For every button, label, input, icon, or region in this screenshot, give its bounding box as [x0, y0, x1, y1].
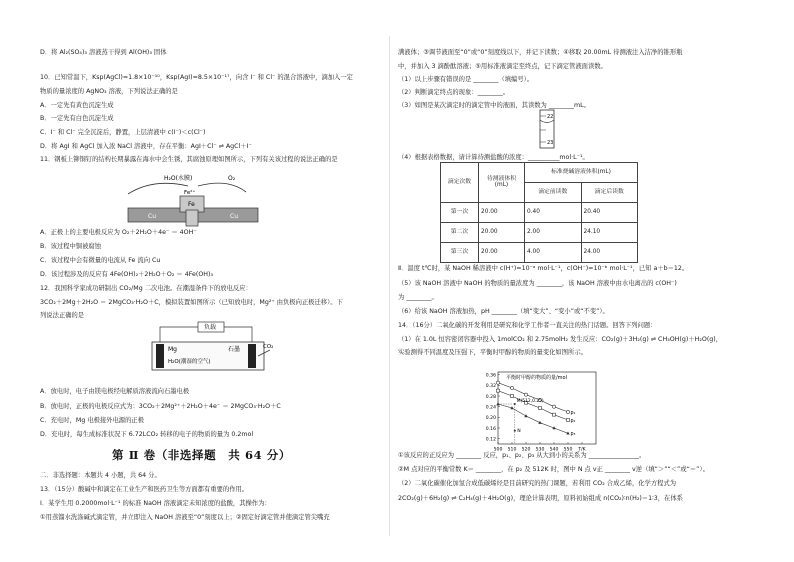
- cell-after: 24.00: [581, 243, 638, 263]
- left-text-line: A．正极上的主要电极反应为 O₂＋2H₂O＋4e⁻ ＝ 4OH⁻: [40, 229, 197, 236]
- left-text-line: C．该过程中会有微量的电流从 Fe 流向 Cu: [40, 257, 161, 264]
- n-label: N: [517, 429, 521, 435]
- left-text-line: 12．我国科学家成功研制出 CO₂/Mg 二次电池。在潮湿条件下的放电反应：: [40, 285, 252, 292]
- x-tick-label: 510: [507, 447, 517, 453]
- left-text-line: Ⅰ．某学生用 0.2000mol·L⁻¹ 的标准 NaOH 溶液滴定未知浓度的盐酸，其操作为：: [40, 500, 271, 507]
- right-text-line: ②M 点对应的平衡常数 K＝ ________，在 p₂ 及 512K 时，图中 N 点 v正 ________ v逆（填“＞”“＜”或“＝”）。: [398, 466, 709, 473]
- left-text-line: A．放电时，电子由镁电极经电解质溶液流向石墨电极: [40, 388, 190, 395]
- right-text-line: （4）根据表格数据，请计算待测盐酸的浓度：__________mol·L⁻¹。: [398, 154, 589, 161]
- data-point: [539, 407, 542, 410]
- section-title: 第 Ⅱ 卷（非选择题 共 64 分）: [112, 448, 292, 462]
- x-tick-label: 540: [549, 447, 559, 453]
- header-after: 滴定后读数: [581, 183, 638, 203]
- x-tick-label: 520: [521, 447, 531, 453]
- series-label: p₃: [570, 432, 576, 438]
- data-point: [552, 405, 555, 408]
- series-label: p₂: [570, 418, 576, 424]
- water-film-label: H₂O(水膜): [164, 175, 193, 182]
- copper-left-label: Cu: [148, 213, 156, 220]
- corrosion-diagram: [118, 166, 268, 232]
- water-film-arc-left: [128, 183, 188, 194]
- left-text-line: D．将 AgI 和 AgCl 加入浓 NaCl 溶液中，存在平衡：AgI＋Cl⁻ ⇌ AgCl＋I⁻: [40, 143, 252, 150]
- iron-ion-label: Fe²⁺: [184, 190, 196, 196]
- y-tick-label: 0.20: [485, 416, 496, 422]
- graphite-electrode: [248, 344, 256, 368]
- x-tick-label: 530: [535, 447, 545, 453]
- right-text-line: （3）如图是某次滴定时的滴定管中的液面，其读数为 ________mL。: [398, 102, 590, 109]
- iron-rivet-shaft: [186, 210, 198, 226]
- graphite-label: 石墨: [228, 346, 241, 353]
- right-text-line: ①该反应的正反应为 ________ 反应，p₁、p₂、p₃ 从大到小的关系为 ________________。: [398, 452, 646, 459]
- data-point: [566, 410, 569, 413]
- y-tick-label: 0.36: [485, 373, 496, 379]
- right-text-line: 满液体；③调节液面至“0”或“0”刻度线以下，并记下读数；④移取 20.00mL 待测液注入洁净的锥形瓶: [398, 49, 683, 56]
- right-text-line: 14．（16分）二氧化碳的开发利用是研究和化学工作者一直关注的热门话题。回答下列问题：: [398, 322, 657, 329]
- table-header-row: [441, 163, 638, 183]
- column-divider: [389, 36, 390, 536]
- cell-after: 20.40: [581, 203, 638, 223]
- left-text-line: 13．（15分）酸碱中和滴定在工业生产和医药卫生等方面都有重要的作用。: [40, 486, 249, 493]
- data-point: [511, 395, 514, 398]
- data-point: [496, 381, 499, 384]
- electrolyte-label: H₂O(潮湿的空气): [168, 359, 211, 365]
- cell-before: 2.00: [525, 223, 582, 243]
- cell-volume: 20.00: [479, 223, 525, 243]
- header-volume: 待测液体积(mL): [479, 163, 525, 203]
- right-text-line: （2）二氧化碳催化加氢合成低碳烯烃是目前研究的热门课题，若利用 CO₂ 合成乙烯，化学方程式为: [398, 480, 677, 487]
- x-tick-label: T/K: [578, 447, 586, 453]
- burette-figure: [536, 108, 558, 150]
- right-text-line: 2CO₂(g)＋6H₂(g) ⇌ C₂H₄(g)＋4H₂O(g)，理论计算表明，原料初始组成 n(CO₂)∶n(H₂)＝1∶3，在体系: [398, 495, 683, 502]
- right-text-line: Ⅱ．温度 t℃时，某 NaOH 稀溶液中 c(H⁺)=10⁻ᵃ mol·L⁻¹，c(OH⁻)=10⁻ᵇ mol·L⁻¹，已知 a＋b＝12。: [398, 265, 689, 272]
- cell-volume: 20.00: [479, 203, 525, 223]
- cell-before: 0.40: [525, 203, 582, 223]
- methanol-chart: [478, 362, 610, 456]
- iron-label: Fe: [188, 201, 195, 208]
- data-point: [553, 413, 556, 416]
- x-tick-label: 550: [563, 447, 573, 453]
- battery-diagram: [148, 320, 278, 376]
- titration-table: [440, 162, 638, 263]
- table-row: [441, 223, 638, 243]
- right-text-line: （6）给该 NaOH 溶液加热，pH ________（填“变大”、“变小”或“不变”）。: [398, 308, 609, 315]
- cell-before: 4.00: [525, 243, 582, 263]
- right-text-line: 实验测得不同温度及压强下，平衡时甲醇的物质的量变化如图所示。: [398, 349, 587, 356]
- oxygen-label: O₂: [228, 175, 236, 182]
- left-text-line: C．I⁻ 和 Cl⁻ 完全沉淀后，静置，上层清液中 c(I⁻)＜c(Cl⁻): [40, 129, 206, 136]
- left-text-line: 物质的量浓度的 AgNO₃ 溶液，下列说法正确的是: [40, 88, 178, 95]
- y-tick-label: 0.16: [485, 426, 496, 432]
- cell-after: 24.10: [581, 223, 638, 243]
- right-text-line: （1）在 1.0L 恒容密闭容器中投入 1molCO₂ 和 2.75molH₂ 发生反应：CO₂(g)＋3H₂(g) ⇌ CH₃OH(g)＋H₂O(g)，: [398, 336, 723, 343]
- mg-electrode: [156, 344, 164, 368]
- cell-volume: 20.00: [479, 243, 525, 263]
- left-text-line: D．该过程涉及的反应有 4Fe(OH)₂＋2H₂O＋O₂ ＝ 4Fe(OH)₃: [40, 271, 213, 278]
- y-tick-label: 0.28: [485, 394, 496, 400]
- left-text-line: D．将 Al₂(SO₄)₃ 溶液蒸干得到 Al(OH)₃ 固体: [40, 49, 167, 56]
- left-text-line: 10．已知常温下，Ksp(AgCl)=1.8×10⁻¹⁰，Ksp(AgI)=8.5×10⁻¹⁷，向含 I⁻ 和 Cl⁻ 的混合溶液中，滴加入一定: [40, 74, 353, 81]
- left-text-line: C．充电时，Mg 电极接外电源的正极: [40, 417, 144, 424]
- left-text-line: 列说法正确的是: [40, 312, 85, 319]
- left-text-line: B．一定先有白色沉淀生成: [40, 115, 114, 122]
- right-text-line: 为 ________。: [398, 294, 438, 301]
- left-text-line: 3CO₂＋2Mg＋2H₂O ＝ 2MgCO₃·H₂O＋C，模拟装置如图所示（已知放电时，Mg²⁺ 由负极向正极迁移）。下: [40, 299, 343, 306]
- m-point: [514, 403, 516, 405]
- burette-label-bottom: 23: [547, 140, 554, 146]
- left-text-line: ①用蒸馏水洗涤碱式滴定管，并立即注入 NaOH 溶液至“0”刻度以上；②固定好滴定管并使滴定管尖嘴充: [40, 514, 330, 521]
- chart-title: 平衡时甲醇的物质的量/mol: [506, 375, 568, 381]
- left-text-line: B．该过程中铜被腐蚀: [40, 243, 101, 250]
- y-tick-label: 0.12: [485, 437, 496, 443]
- right-text-line: 中，并加入 3 滴酚酞溶液；⑤用标准液滴定至终点，记下滴定管液面读数。: [398, 63, 607, 70]
- table-row: [441, 243, 638, 263]
- left-text-line: D．充电时，每生成标准状况下 6.72LCO₂ 转移的电子的物质的量为 0.2mol: [40, 431, 254, 438]
- header-trials: 滴定次数: [441, 163, 479, 203]
- copper-right-label: Cu: [230, 213, 238, 220]
- n-point: [514, 430, 516, 432]
- m-label: M(512,0.25): [516, 399, 544, 404]
- table-row: [441, 203, 638, 223]
- co2-label: CO₂: [263, 344, 274, 350]
- y-tick-label: 0.24: [485, 405, 496, 411]
- data-point: [524, 393, 527, 396]
- header-before: 滴定前读数: [525, 183, 582, 203]
- mg-label: Mg: [168, 346, 177, 353]
- right-text-line: （5）该 NaOH 溶液中 NaOH 的物质的量浓度为 ________，该 NaOH 溶液中由水电离出的 c(OH⁻): [398, 280, 677, 287]
- data-point: [510, 386, 513, 389]
- right-text-line: （1）以上步骤有错误的是 ________（填编号）。: [398, 76, 534, 83]
- y-tick-label: 0.32: [485, 384, 496, 390]
- data-point: [567, 419, 570, 422]
- right-text-line: （2）判断滴定终点的现象：________。: [398, 89, 510, 96]
- left-text-line: 二．非选择题：本题共 4 小题，共 64 分。: [40, 472, 161, 479]
- cell-trial: 第三次: [441, 243, 479, 263]
- cell-trial: 第二次: [441, 223, 479, 243]
- header-standard: 标准烧碱溶液体积(mL): [525, 163, 638, 183]
- left-text-line: B．放电时，正极的电极反应式为：3CO₂＋2Mg²⁺＋2H₂O＋4e⁻ ＝ 2MgCO₃·H₂O＋C: [40, 403, 281, 410]
- x-tick-label: 500: [493, 447, 503, 453]
- burette-label-top: 22: [547, 114, 554, 120]
- left-text-line: 11．钢板上铆铜钉的结构长期暴露在海水中会生锈，其腐蚀原理如图所示，下列有关该过程的说法正确的是: [40, 156, 338, 163]
- series-label: p₁: [570, 410, 576, 416]
- load-label: 负载: [204, 324, 217, 331]
- cell-trial: 第一次: [441, 203, 479, 223]
- water-film-arc-right: [198, 183, 246, 192]
- left-text-line: A．一定先有黄色沉淀生成: [40, 102, 114, 109]
- data-point: [497, 389, 500, 392]
